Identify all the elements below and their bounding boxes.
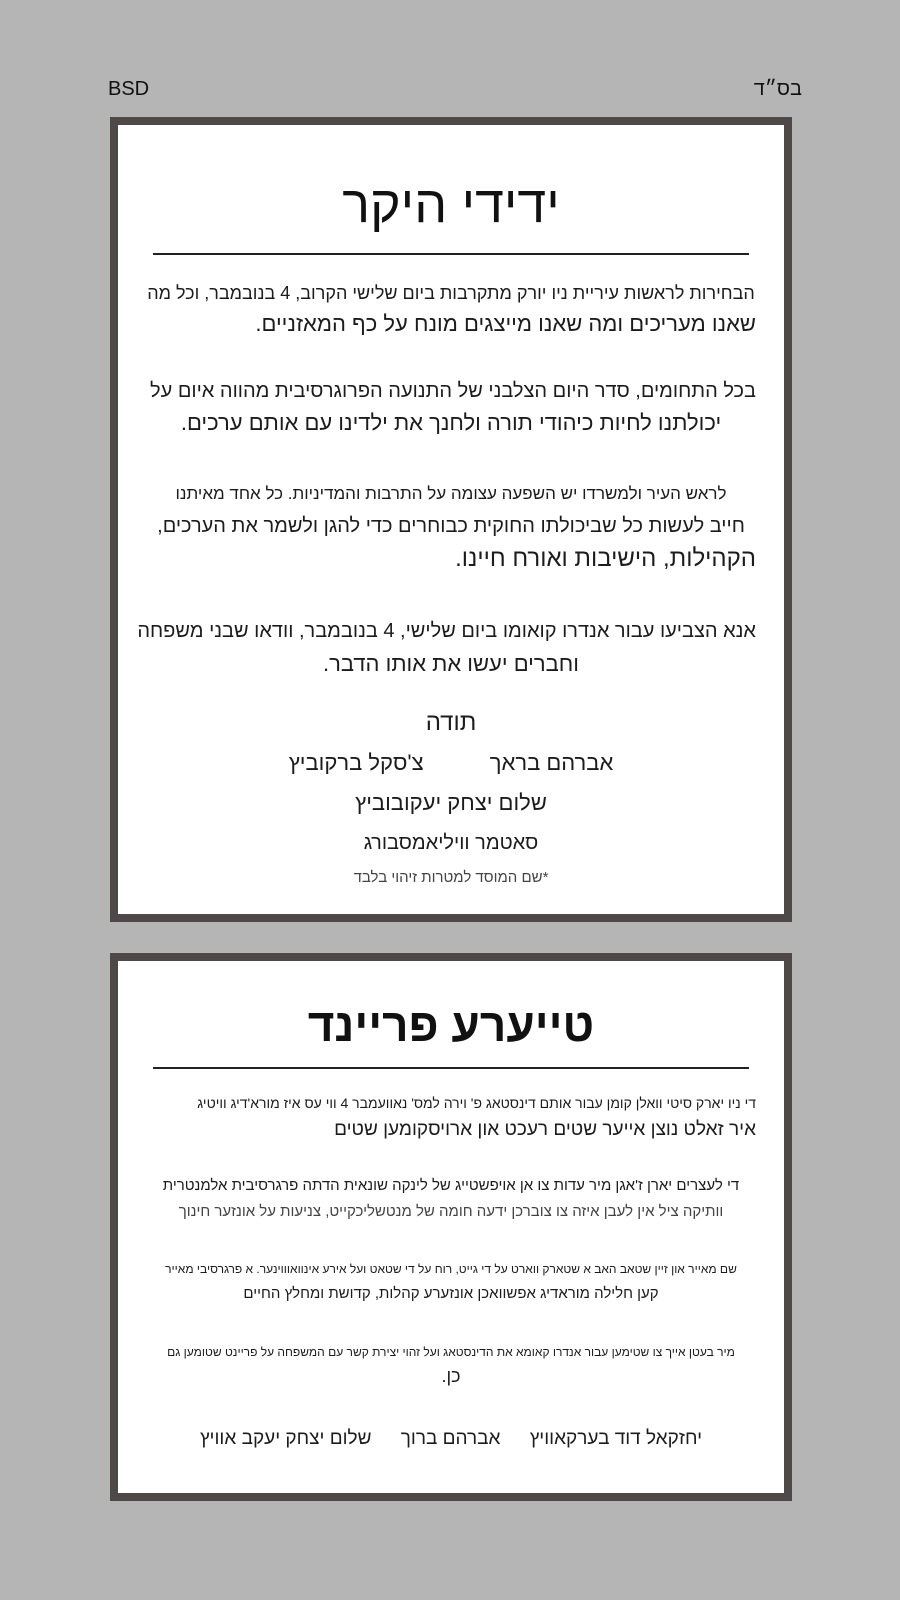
paragraph-line: די לעצרים יארן ז'אגן מיר עדות צו אן אויפשטייג של לינקה שונאית הדתה פרגרסיבית אלמנטרית: [162, 1177, 740, 1194]
paragraph-line: וותיקה ציל אין לעבן איזה צו צוברכן ידעה חומה של מנטשליכקייט, צניעות על אונזער חינוך: [178, 1203, 724, 1220]
paragraph-line: בכל התחומים, סדר היום הצלבני של התנועה הפרוגרסיבית מהווה איום על: [150, 380, 756, 402]
letter-title: ידידי היקר: [342, 176, 560, 234]
paragraph-line: חייב לעשות כל שביכולתו החוקית כבוחרים כדי להגן ולשמר את הערכים,: [157, 515, 745, 537]
paragraph-3: [146, 1257, 756, 1307]
paragraph-1: [146, 1091, 756, 1145]
bsd-hebrew-label: בס״ד: [753, 78, 802, 100]
paragraph-2: [146, 375, 756, 439]
paragraph-1: [146, 279, 756, 341]
paragraph-line: הקהילות, הישיבות ואורח חיינו.: [455, 545, 756, 572]
letter-title: טייערע פריינד: [307, 999, 595, 1051]
paragraph-line: הבחירות לראשות עיריית ניו יורק מתקרבות ביום שלישי הקרוב, 4 בנובמבר, וכל מה: [147, 283, 755, 303]
bsd-label: BSD: [108, 78, 150, 100]
paragraph-line: שם מאייר און זיין שטאב האב א שטארק ווארט על די גייט, רוח על די שטאט ועל אירע אינוואוווינער. א פרגרסיבי מאייר: [165, 1262, 737, 1276]
paragraph-line: קען חלילה מוראדיג אפשוואכן אונזערע קהלות, קדושת ומחלץ החיים: [243, 1285, 659, 1302]
signature-name: אברהם ברוך: [400, 1428, 501, 1449]
identification-note: *שם המוסד למטרות זיהוי בלבד: [353, 869, 549, 886]
paragraph-line: איר זאלט נוצן אייער שטים רעכט און ארויסקומען שטים: [334, 1119, 756, 1140]
paragraph-line: כן.: [441, 1366, 461, 1386]
yiddish-letter-card: [110, 953, 792, 1501]
signature-row: [118, 743, 784, 783]
paragraph-line: וחברים יעשו את אותו הדבר.: [322, 651, 579, 676]
title-divider: [153, 253, 749, 255]
hebrew-letter-card: [110, 117, 792, 922]
signature-row: [118, 1419, 784, 1459]
paragraph-line: די ניו יארק סיטי וואלן קומן עבור אותם דינסטאג פ' וירה למס' נאוועמבר 4 ווי עס איז מורא'דיג וויטיג: [197, 1095, 756, 1111]
signature-name: שלום יצחק יעקובוביץ: [355, 790, 547, 815]
paragraph-line: שאנו מעריכים ומה שאנו מייצגים מונח על כף המאזניים.: [255, 311, 756, 336]
paragraph-line: מיר בעטן אייך צו שטימען עבור אנדרו קאומא את הדינסטאג ועל זהוי יצירת קשר עם המשפחה על פריינט שטומען גם: [167, 1345, 735, 1359]
paragraph-line: אנא הצביעו עבור אנדרו קואומו ביום שלישי, 4 בנובמבר, וודאו שבני משפחה: [137, 620, 756, 642]
paragraph-4: [137, 615, 756, 681]
paragraph-2: [146, 1173, 756, 1225]
signature-name: צ'סקל ברקוביץ: [288, 750, 424, 775]
signatures: [118, 703, 784, 886]
paragraph-3: [146, 479, 756, 575]
signature-name: שלום יצחק יעקב אוויץ: [199, 1428, 372, 1449]
signature-name: אברהם בראך: [489, 750, 614, 775]
paragraph-4: [146, 1341, 756, 1389]
signature-institution: סאטמר וויליאמסבורג: [363, 832, 539, 854]
paragraph-line: לראש העיר ולמשרדו יש השפעה עצומה על התרבות והמדיניות. כל אחד מאיתנו: [175, 484, 727, 503]
signature-name: יחזקאל דוד בערקאוויץ: [529, 1428, 703, 1449]
title-divider: [153, 1067, 749, 1069]
thanks-line: תודה: [425, 709, 477, 736]
paragraph-line: יכולתנו לחיות כיהודי תורה ולחנך את ילדינו עם אותם ערכים.: [180, 410, 722, 435]
